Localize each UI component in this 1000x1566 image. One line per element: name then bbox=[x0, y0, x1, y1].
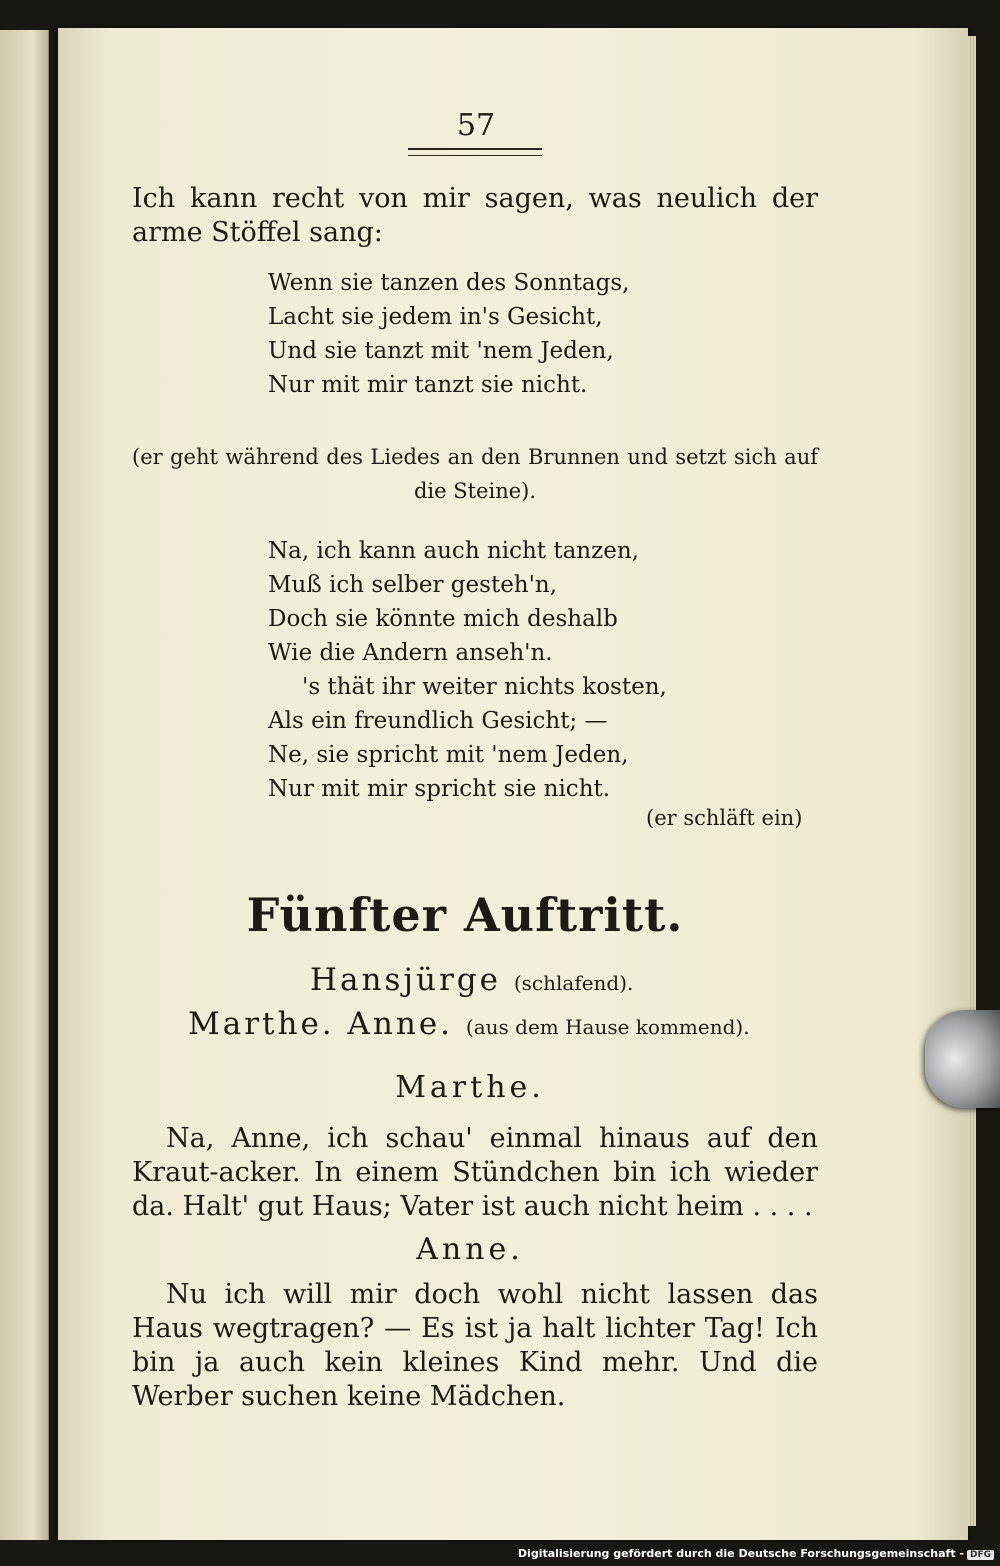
verse-line: Als ein freundlich Gesicht; — bbox=[268, 708, 608, 734]
stage-direction-2: (er schläft ein) bbox=[646, 806, 803, 830]
verse-line: Na, ich kann auch nicht tanzen, bbox=[268, 538, 639, 564]
header-rule bbox=[408, 148, 542, 156]
cast-note: (schlafend). bbox=[513, 971, 634, 995]
page-stack-edge bbox=[968, 36, 976, 1526]
dfg-logo: DFG bbox=[967, 1550, 994, 1560]
verse-line: Nur mit mir tanzt sie nicht. bbox=[268, 372, 588, 398]
cast-line-2 bbox=[188, 1006, 750, 1042]
speaker-anne: Anne. bbox=[416, 1232, 524, 1267]
cast-note: (aus dem Hause kommend). bbox=[465, 1015, 750, 1039]
cast-line-1 bbox=[310, 962, 633, 998]
verse-line: Muß ich selber gesteh'n, bbox=[268, 572, 558, 598]
verse-1 bbox=[268, 266, 630, 402]
speech-marthe: Na, Anne, ich schau' einmal hinaus auf den Kraut-acker. In einem Stündchen bin ich wieder da. Halt' gut Haus; Vater ist auch nicht heim . . . . bbox=[132, 1123, 818, 1222]
verse-line: Lacht sie jedem in's Gesicht, bbox=[268, 304, 603, 330]
verse-2 bbox=[268, 534, 667, 806]
digitization-credit: Digitalisierung gefördert durch die Deutsche Forschungsgemeinschaft - DFG bbox=[518, 1547, 994, 1560]
cast-name: Hansjürge bbox=[310, 962, 501, 998]
verse-line: Und sie tanzt mit 'nem Jeden, bbox=[268, 338, 614, 364]
speaker-marthe: Marthe. bbox=[395, 1070, 545, 1105]
page-number: 57 bbox=[456, 108, 496, 143]
stage-direction-1: (er geht während des Liedes an den Brunnen und setzt sich auf die Steine). bbox=[132, 445, 818, 503]
cast-name: Marthe. Anne. bbox=[188, 1006, 454, 1042]
scene-heading: Fünfter Auftritt. bbox=[246, 888, 684, 942]
verse-line: Nur mit mir spricht sie nicht. bbox=[268, 776, 611, 802]
verse-line: Doch sie könnte mich deshalb bbox=[268, 606, 618, 632]
verse-line: Wie die Andern anseh'n. bbox=[268, 640, 553, 666]
verse-line: Wenn sie tanzen des Sonntags, bbox=[268, 270, 630, 296]
speech-anne: Nu ich will mir doch wohl nicht lassen das Haus wegtragen? — Es ist ja halt lichter Tag! Ich bin ja auch kein kleines Kind mehr. Und die Werber suchen keine Mädchen. bbox=[132, 1279, 818, 1412]
verse-line: 's thät ihr weiter nichts kosten, bbox=[302, 674, 667, 700]
verse-line: Ne, sie spricht mit 'nem Jeden, bbox=[268, 742, 629, 768]
facing-page-edge bbox=[0, 30, 49, 1540]
intro-paragraph: Ich kann recht von mir sagen, was neulich der arme Stöffel sang: bbox=[132, 183, 818, 248]
